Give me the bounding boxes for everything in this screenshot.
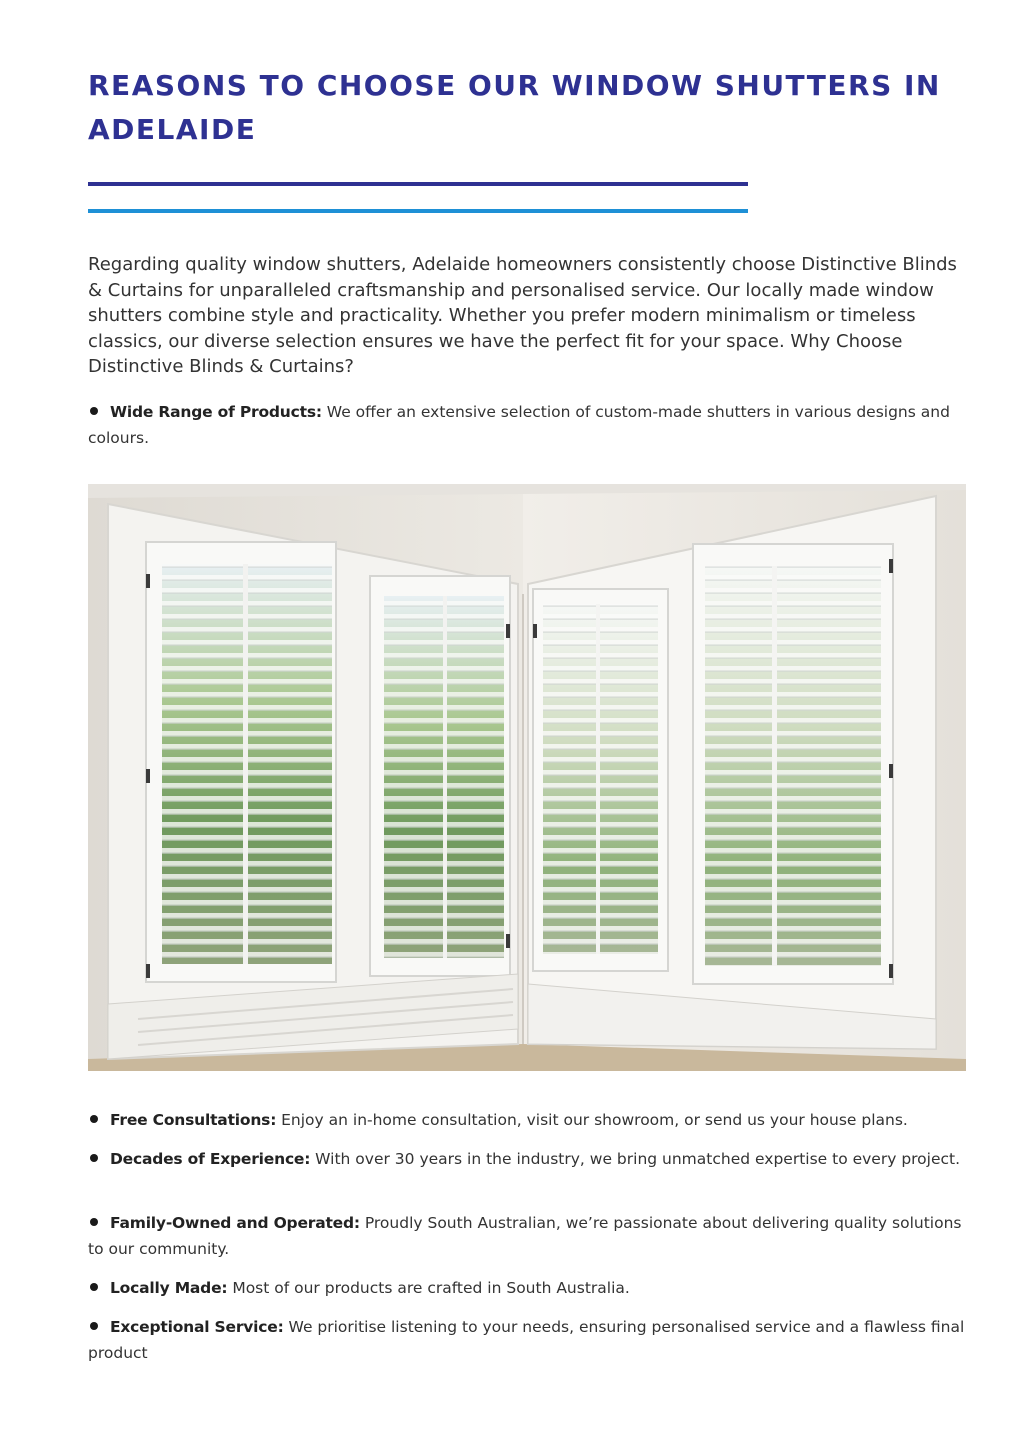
list-item-label: Locally Made: [110,1279,228,1297]
bullet-icon [90,1218,98,1226]
list-item-text: We prioritise listening to your needs, ensuring personalised service and a flawless final product [88,1318,965,1362]
list-item [88,1314,968,1366]
list-item [88,1210,968,1262]
intro-paragraph: Regarding quality window shutters, Adelaide homeowners consistently choose Distinctive Blinds & Curtains for unparalleled craftsmanship and personalised service. Our locally made window shutters combine style and practicality. Whether you prefer modern minimalism or timeless classics, our diverse selection ensures we have the perfect fit for your space. Why Choose Distinctive Blinds & Curtains? [88,254,957,378]
list-item-text: Proudly South Australian, we’re passionate about delivering quality solutions to our community. [88,1214,962,1258]
list-item [88,1107,968,1133]
bullet-icon [90,1115,98,1123]
list-item [88,1275,968,1301]
bullet-icon [90,407,98,415]
bullet-icon [90,1154,98,1162]
list-item-text: We offer an extensive selection of custom-made shutters in various designs and colours. [88,403,950,447]
list-item-label: Exceptional Service: [110,1318,284,1336]
list-item-label: Family-Owned and Operated: [110,1214,360,1232]
list-item [88,399,968,451]
list-item [88,1146,968,1172]
list-item-label: Wide Range of Products: [110,403,322,421]
shutters-photo [88,484,966,1071]
page-title: REASONS TO CHOOSE OUR WINDOW SHUTTERS IN ADELAIDE [88,69,941,146]
list-item-label: Free Consultations: [110,1111,277,1129]
list-item-label: Decades of Experience: [110,1150,311,1168]
list-item-text: With over 30 years in the industry, we bring unmatched expertise to every project. [310,1150,961,1168]
title-divider-primary [88,182,748,186]
bullet-icon [90,1283,98,1291]
list-item-text: Enjoy an in-home consultation, visit our showroom, or send us your house plans. [276,1111,908,1129]
bullet-icon [90,1322,98,1330]
title-divider-secondary [88,209,748,213]
list-item-text: Most of our products are crafted in South Australia. [227,1279,630,1297]
